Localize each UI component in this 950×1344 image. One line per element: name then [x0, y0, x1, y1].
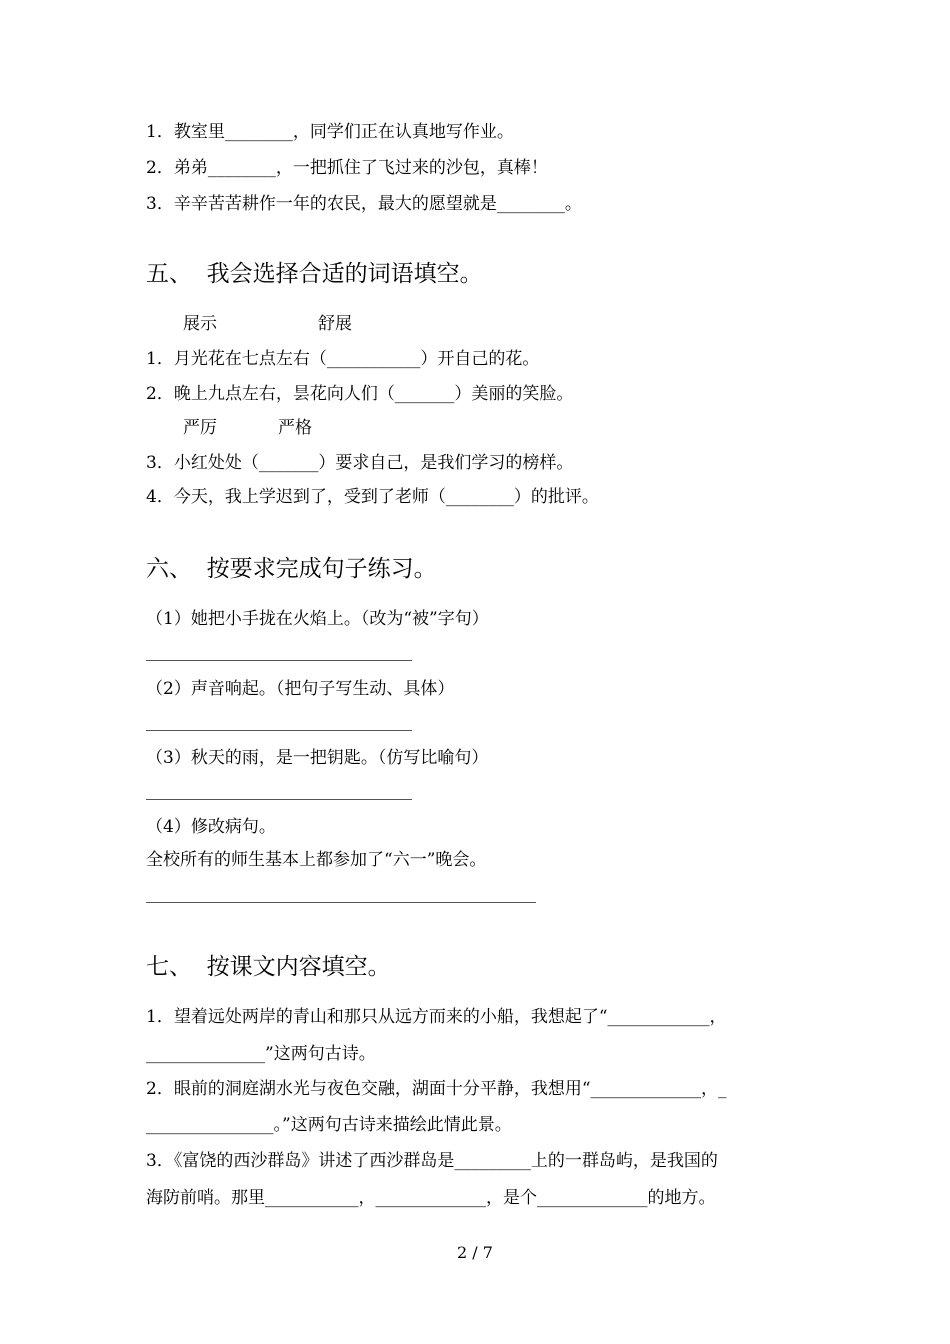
p5-question-3: 3．小红处处（_______）要求自己，是我们学习的榜样。	[146, 453, 574, 473]
word-choice-1: 展示	[183, 314, 217, 334]
answer-line[interactable]	[146, 902, 536, 903]
p4-question-3: 3．辛辛苦苦耕作一年的农民，最大的愿望就是________。	[146, 194, 582, 214]
p6-question-4: （4）修改病句。	[146, 817, 276, 837]
word-choice-4: 严格	[278, 418, 312, 438]
word-choice-2: 舒展	[318, 314, 352, 334]
p4-question-1: 1．教室里________，同学们正在认真地写作业。	[146, 122, 514, 142]
p5-question-2: 2．晚上九点左右，昙花向人们（_______）美丽的笑脸。	[146, 384, 574, 404]
p7-question-1-line-1: 1．望着远处两岸的青山和那只从远方而来的小船，我想起了“____________，	[146, 1007, 727, 1027]
page-number: 2 / 7	[457, 1243, 493, 1262]
p5-question-1: 1．月光花在七点左右（___________）开自己的花。	[146, 349, 540, 369]
p7-question-1-line-2: ______________”这两句古诗。	[146, 1044, 376, 1064]
p6-sick-sentence: 全校所有的师生基本上都参加了“六一”晚会。	[146, 850, 487, 870]
answer-line[interactable]	[146, 730, 412, 731]
section-6-title: 六、 按要求完成句子练习。	[146, 556, 437, 582]
p7-question-2-line-1: 2．眼前的洞庭湖水光与夜色交融，湖面十分平静，我想用“_____________，_	[146, 1079, 727, 1099]
p7-question-3-line-2: 海防前哨。那里___________，_____________，是个_____________的地方。	[146, 1188, 716, 1208]
word-choice-3: 严厉	[183, 418, 217, 438]
p7-question-2-line-2: _______________。”这两句古诗来描绘此情此景。	[146, 1115, 512, 1135]
section-7-title: 七、 按课文内容填空。	[146, 954, 391, 980]
p4-question-2: 2．弟弟________，一把抓住了飞过来的沙包，真棒！	[146, 158, 548, 178]
answer-line[interactable]	[146, 660, 412, 661]
p6-question-1: （1）她把小手拢在火焰上。（改为“被”字句）	[146, 609, 489, 629]
answer-line[interactable]	[146, 799, 412, 800]
p5-question-4: 4．今天，我上学迟到了，受到了老师（________）的批评。	[146, 487, 599, 507]
p7-question-3-line-1: 3．《富饶的西沙群岛》讲述了西沙群岛是_________上的一群岛屿，是我国的	[146, 1151, 718, 1171]
p6-question-2: （2）声音响起。（把句子写生动、具体）	[146, 679, 455, 699]
p6-question-3: （3）秋天的雨，是一把钥匙。（仿写比喻句）	[146, 748, 489, 768]
section-5-title: 五、 我会选择合适的词语填空。	[146, 261, 483, 287]
